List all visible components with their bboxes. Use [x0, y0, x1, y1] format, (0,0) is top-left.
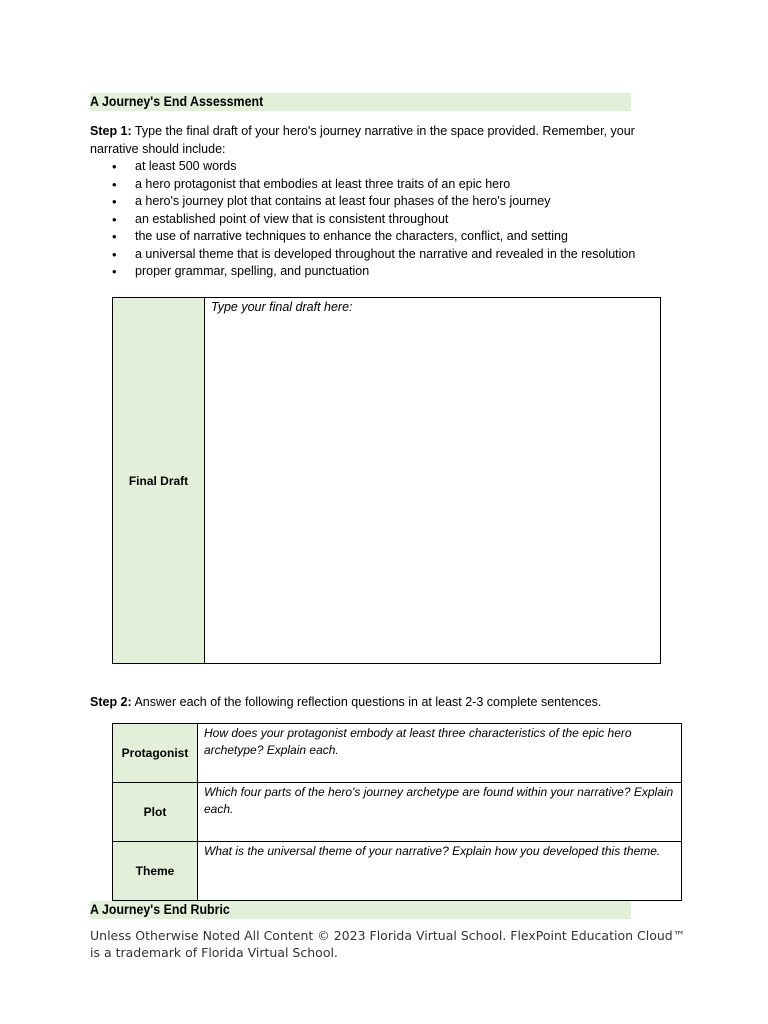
list-item: • a universal theme that is developed throughout the narrative and revealed in the resolution	[90, 246, 690, 264]
requirements-list	[90, 158, 690, 281]
step1-instructions	[90, 123, 670, 158]
list-item: • a hero's journey plot that contains at least four phases of the hero's journey	[90, 193, 690, 211]
step2-text: Answer each of the following reflection questions in at least 2-3 complete sentences.	[131, 695, 602, 709]
plot-label: Plot	[113, 783, 198, 842]
plot-question[interactable]: Which four parts of the hero's journey archetype are found within your narrative? Explain each.	[198, 783, 682, 842]
final-draft-placeholder: Type your final draft here:	[211, 300, 353, 314]
list-item: • an established point of view that is consistent throughout	[90, 211, 690, 229]
rubric-title: A Journey's End Rubric	[90, 901, 631, 919]
step2-instructions	[90, 694, 670, 712]
final-draft-input-area[interactable]	[205, 298, 661, 664]
table-row	[113, 783, 682, 842]
theme-label: Theme	[113, 842, 198, 901]
list-item: • at least 500 words	[90, 158, 690, 176]
list-item: • the use of narrative techniques to enhance the characters, conflict, and setting	[90, 228, 690, 246]
protagonist-label: Protagonist	[113, 724, 198, 783]
list-item: • a hero protagonist that embodies at least three traits of an epic hero	[90, 176, 690, 194]
copyright-footer: Unless Otherwise Noted All Content © 2023 Florida Virtual School. FlexPoint Education Cloud™ is a trademark of Florida Virtual School.	[90, 928, 686, 960]
step1-text: Type the final draft of your hero's journey narrative in the space provided. Remember, your narrative should include:	[90, 124, 635, 156]
reflection-table	[112, 723, 682, 901]
step1-label: Step 1:	[90, 124, 132, 138]
table-row	[113, 842, 682, 901]
list-item: • proper grammar, spelling, and punctuation	[90, 263, 690, 281]
protagonist-question[interactable]: How does your protagonist embody at least three characteristics of the epic hero archetype? Explain each.	[198, 724, 682, 783]
assessment-title: A Journey's End Assessment	[90, 93, 631, 111]
table-row	[113, 724, 682, 783]
theme-question[interactable]: What is the universal theme of your narrative? Explain how you developed this theme.	[198, 842, 682, 901]
step2-label: Step 2:	[90, 695, 132, 709]
final-draft-label: Final Draft	[113, 298, 205, 664]
final-draft-table	[112, 297, 661, 664]
